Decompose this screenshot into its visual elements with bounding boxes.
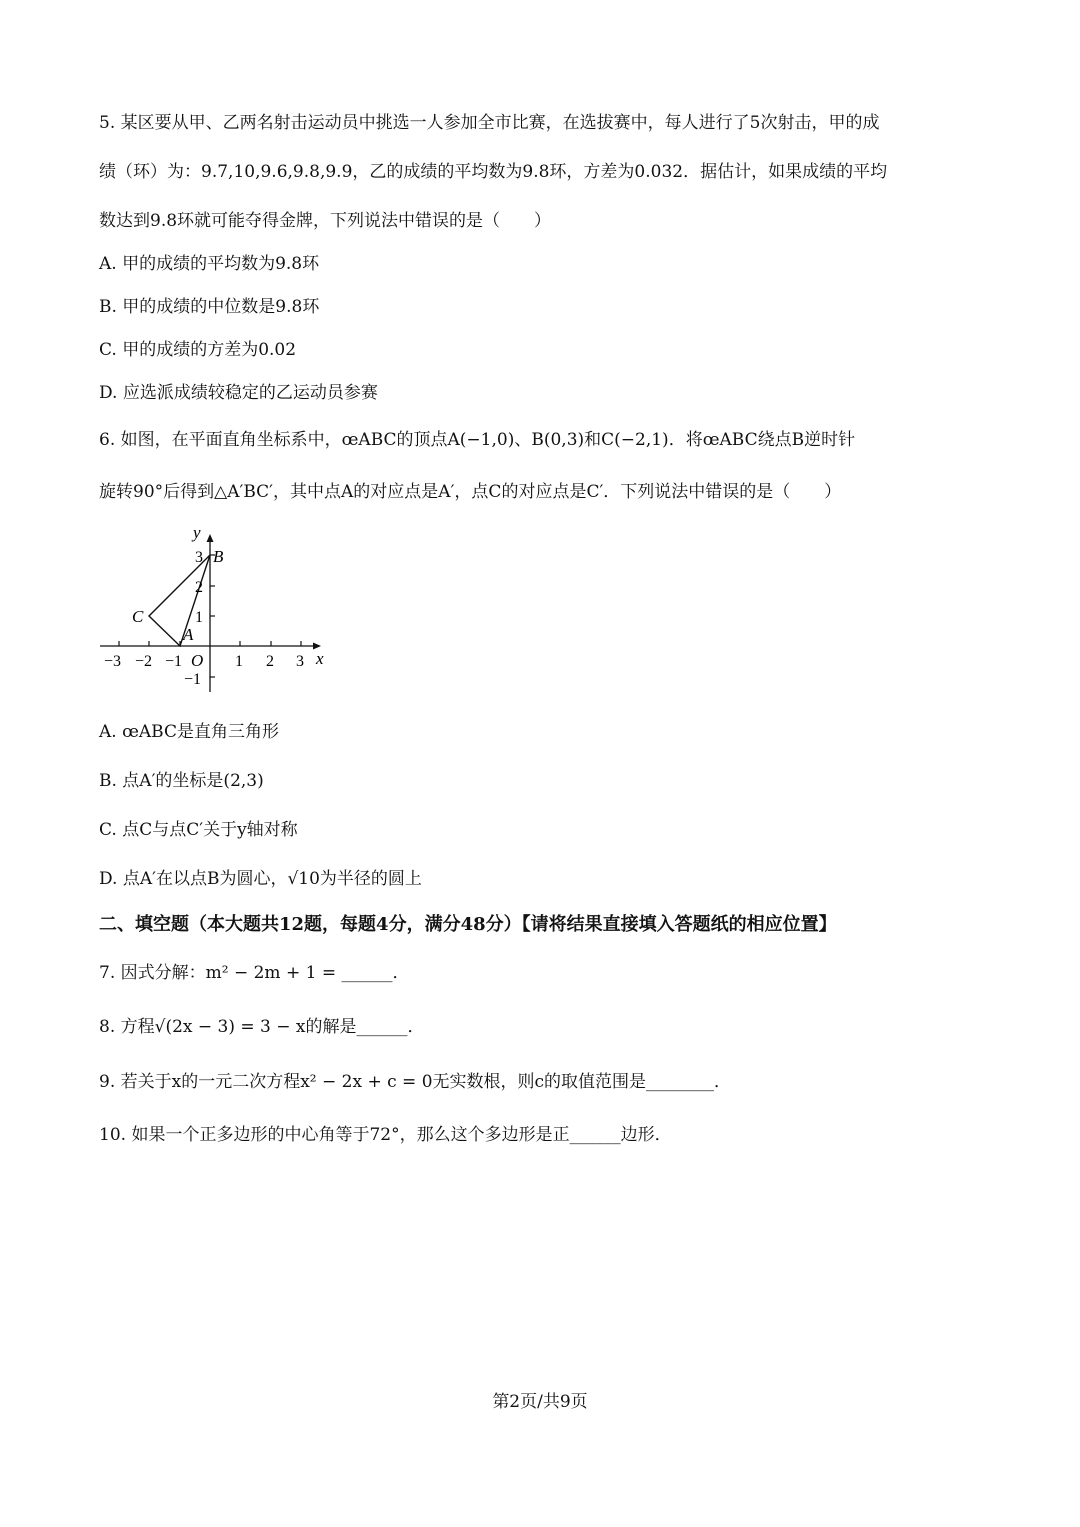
q5-option-b: B. 甲的成绩的中位数是9.8环 bbox=[99, 297, 320, 317]
y-tick-label: 3 bbox=[195, 549, 203, 566]
q5-stem-line-1: 5. 某区要从甲、乙两名射击运动员中挑选一人参加全市比赛，在选拔赛中，每人进行了5次射击，甲的成 bbox=[99, 113, 880, 133]
point-label-a: A bbox=[183, 625, 194, 644]
q7-text: 7. 因式分解：m² − 2m + 1 = ______． bbox=[99, 963, 410, 983]
section-heading: 二、填空题（本大题共12题，每题4分，满分48分）【请将结果直接填入答题纸的相应位置】 bbox=[99, 914, 837, 935]
x-axis-label: x bbox=[316, 649, 324, 668]
q6-option-c: C. 点C与点C′关于y轴对称 bbox=[99, 820, 298, 840]
x-tick-label: −1 bbox=[165, 653, 183, 670]
y-axis-arrow bbox=[207, 534, 214, 542]
q6-stem-line-1: 6. 如图，在平面直角坐标系中，œABC的顶点A(−1,0)、B(0,3)和C(−2,1)．将œABC绕点B逆时针 bbox=[99, 430, 856, 450]
x-tick-label: 1 bbox=[235, 653, 243, 670]
q5-stem-line-2: 绩（环）为：9.7,10,9.6,9.8,9.9，乙的成绩的平均数为9.8环，方差为0.032．据估计，如果成绩的平均 bbox=[99, 162, 888, 182]
q9-text: 9. 若关于x的一元二次方程x² − 2x + c = 0无实数根，则c的取值范围是________． bbox=[99, 1072, 732, 1092]
x-tick-label: −3 bbox=[104, 653, 122, 670]
q5-option-a: A. 甲的成绩的平均数为9.8环 bbox=[99, 254, 320, 274]
y-tick-label: 2 bbox=[195, 579, 203, 596]
origin-label: O bbox=[191, 651, 204, 670]
q6-option-d: D. 点A′在以点B为圆心，√10为半径的圆上 bbox=[99, 869, 422, 889]
y-tick-label: 1 bbox=[195, 609, 203, 626]
coordinate-figure bbox=[95, 520, 335, 695]
q6-option-b: B. 点A′的坐标是(2,3) bbox=[99, 771, 264, 791]
q5-option-c: C. 甲的成绩的方差为0.02 bbox=[99, 340, 297, 360]
q6-option-a: A. œABC是直角三角形 bbox=[99, 722, 279, 742]
q5-option-d: D. 应选派成绩较稳定的乙运动员参赛 bbox=[99, 383, 378, 403]
triangle-abc bbox=[149, 555, 210, 646]
q5-stem-line-3: 数达到9.8环就可能夺得金牌，下列说法中错误的是（ ） bbox=[99, 211, 552, 231]
y-axis-label: y bbox=[193, 523, 201, 542]
y-tick-label: −1 bbox=[184, 671, 202, 688]
q8-text: 8. 方程√(2x − 3) = 3 − x的解是______． bbox=[99, 1017, 425, 1037]
point-label-c: C bbox=[132, 607, 144, 626]
x-tick-label: −2 bbox=[135, 653, 153, 670]
x-tick-label: 3 bbox=[296, 653, 304, 670]
x-tick-label: 2 bbox=[266, 653, 274, 670]
page-number: 第2页/共9页 bbox=[492, 1392, 588, 1412]
point-label-b: B bbox=[213, 547, 224, 566]
q6-stem-line-2: 旋转90°后得到△A′BC′，其中点A的对应点是A′，点C的对应点是C′．下列说法中错误的是（ ） bbox=[99, 482, 842, 502]
q10-text: 10. 如果一个正多边形的中心角等于72°，那么这个多边形是正______边形． bbox=[99, 1125, 672, 1145]
